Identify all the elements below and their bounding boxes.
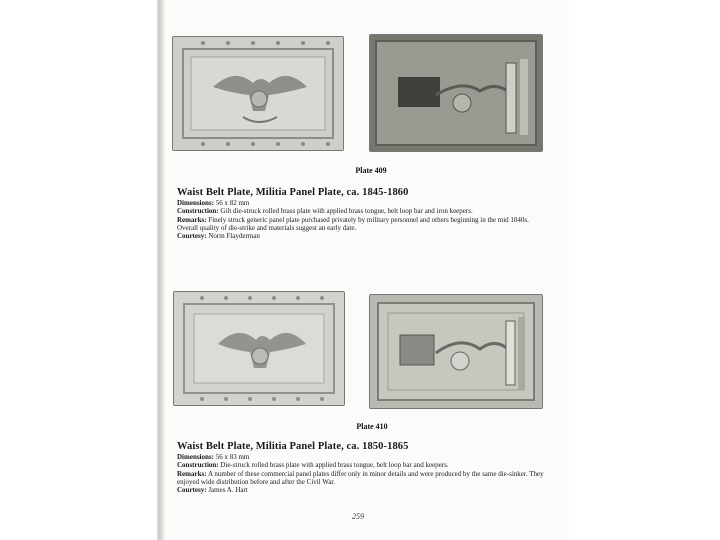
plate-409-entry — [177, 187, 547, 240]
plate-409-title: Waist Belt Plate, Militia Panel Plate, ca. 1845-1860 — [177, 187, 409, 198]
plate-410-caption: Plate 410 — [356, 422, 388, 431]
plate-409-courtesy: Courtesy: Norm Flayderman — [177, 232, 260, 241]
plate-410-front-photo — [173, 291, 345, 406]
plate-410-construction: Construction: Die-struck rolled brass plate with applied brass tongue, belt loop bar and keepers. — [177, 461, 449, 470]
plate-409-back-photo — [369, 34, 543, 152]
plate-409-remarks: Remarks: Finely struck generic panel plate purchased privately by military personnel and others beginning in the mid 1840s. Overall quality of die-strike and materials suggest an early date. — [177, 215, 529, 232]
plate-410-courtesy: Courtesy: James A. Hart — [177, 486, 248, 495]
plate-409-front-photo — [172, 36, 344, 151]
plate-409-caption: Plate 409 — [355, 166, 387, 175]
plate-410-title: Waist Belt Plate, Militia Panel Plate, ca. 1850-1865 — [177, 441, 409, 452]
plate-410-back-photo — [369, 294, 543, 409]
plate-410-remarks: Remarks: A number of these commercial panel plates differ only in minor details and were produced by the same die-sinker. They enjoyed wide distribution before and after the Civil War. — [177, 469, 544, 486]
page-number: 259 — [352, 512, 364, 521]
plate-409-dimensions: Dimensions: 56 x 82 mm — [177, 199, 250, 207]
plate-409-construction: Construction: Gilt die-struck rolled brass plate with applied brass tongue, belt loop bar and iron keepers. — [177, 207, 473, 216]
plate-410-dimensions: Dimensions: 56 x 83 mm — [177, 453, 250, 461]
plate-410-entry — [177, 441, 547, 494]
